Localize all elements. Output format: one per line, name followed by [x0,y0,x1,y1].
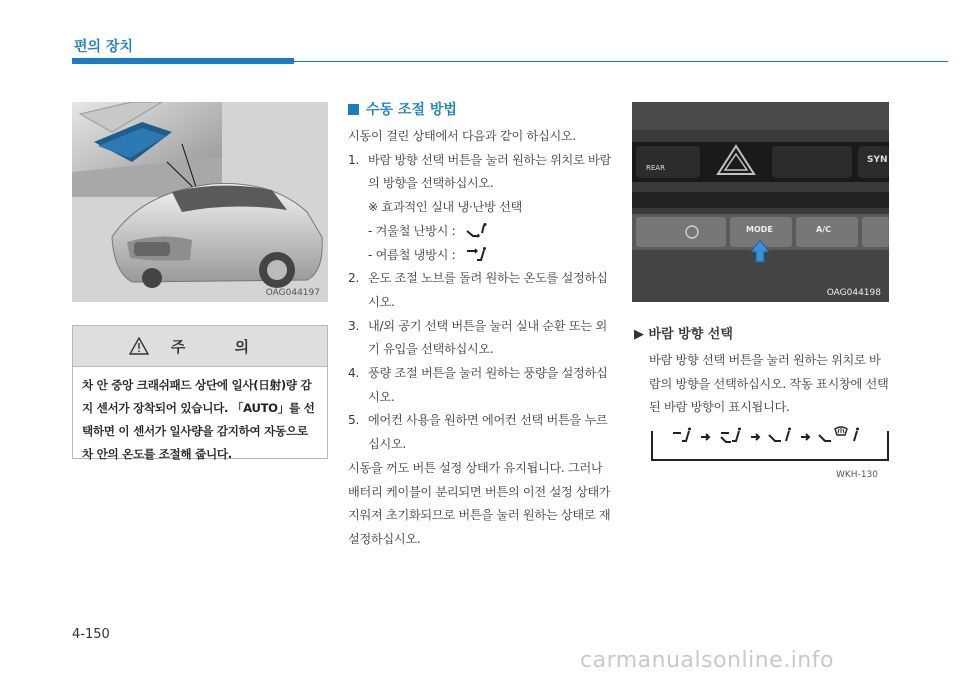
item-number: 3. [348,318,360,333]
winter-line [348,220,613,244]
floor-airflow-icon [465,223,489,239]
diagram-code: WKH-130 [836,470,878,480]
item-text: 바람 방향 선택 버튼을 눌러 원하는 위치로 바람의 방향을 선택하십시오. [368,152,612,191]
face-mode-icon [673,428,691,442]
warning-icon [129,337,149,355]
note-text: ※ 효과적인 실내 냉·난방 선택 [368,200,522,215]
rear-label: REAR [646,164,665,172]
outro-text: 시동을 꺼도 버튼 설정 상태가 유지됩니다. 그러나 배터리 케이블이 분리되면 버튼의 이전 설정 상태가 지워져 초기화되므로 버튼을 눌러 원하는 상태로 재설정하십시오. [348,460,611,546]
mode-button: MODE [746,225,773,234]
control-panel-image [632,102,889,302]
manual-control-heading [348,99,457,119]
arrow-icon [801,434,809,440]
item-number: 2. [348,271,360,286]
caution-header [73,326,327,367]
header-bar [72,58,294,64]
header-rule [294,61,948,62]
sync-label: SYN [867,155,888,165]
caution-title: 주 의 [170,337,272,356]
item-text: 풍량 조절 버튼을 눌러 원하는 풍량을 설정하십시오. [368,366,608,404]
summer-label: - 여름철 냉방시 : [368,247,456,262]
item-number: 4. [348,366,360,381]
arrow-icon [701,434,709,440]
car-illustration [72,102,328,302]
face-airflow-icon [465,247,489,263]
item-number: 1. [348,152,360,167]
mode-sequence-diagram [651,425,889,461]
mode-cycle-graphic [651,425,889,461]
bilevel-mode-icon [721,428,741,443]
section-title: 편의 장치 [74,39,133,55]
caution-text: 차 안 중앙 크래쉬패드 상단에 일사(日射)량 감지 센서가 장착되어 있습니다. 「AUTO」를 선택하면 이 센서가 일사량을 감지하여 자동으로 차 안의 온도를 조절해 줍니다. [82,378,315,461]
list-item [348,149,613,196]
list-item [348,362,613,409]
list-item [348,315,613,362]
summer-line [348,244,613,268]
item-text: 내/외 공기 선택 버튼을 눌러 실내 순환 또는 외기 유입을 선택하십시오. [368,318,607,357]
item-number: 5. [348,413,360,428]
arrow-icon [751,434,759,440]
item-text: 온도 조절 노브를 돌려 원하는 온도를 설정하십시오. [368,271,608,309]
watermark: carmanualsonline.info [580,648,834,673]
manual-control-body [348,125,613,552]
list-item [348,267,613,314]
ac-button: A/C [816,225,831,234]
heading-square-icon [348,104,359,115]
airflow-heading: ▶ 바람 방향 선택 [634,327,733,342]
heading-text: 수동 조절 방법 [366,102,457,118]
winter-label: - 겨울철 난방시 : [368,223,456,238]
car-sensor-image [72,102,328,302]
floor-mode-icon [769,428,791,442]
intro-text: 시동이 걸린 상태에서 다음과 같이 하십시오. [348,129,576,143]
airflow-text: 바람 방향 선택 버튼을 눌러 원하는 위치로 바람의 방향을 선택하십시오. 작동 표시창에 선택된 바람 방향이 표시됩니다. [649,353,889,414]
image-code: OAG044197 [265,288,320,298]
list-item [348,409,613,456]
page-number: 4-150 [72,627,110,642]
panel-illustration [632,102,889,302]
caution-box [72,325,328,459]
floor-defrost-mode-icon [819,427,859,441]
item-text: 에어컨 사용을 원하면 에어컨 선택 버튼을 누르십시오. [368,413,608,452]
image-code: OAG044198 [826,288,881,298]
